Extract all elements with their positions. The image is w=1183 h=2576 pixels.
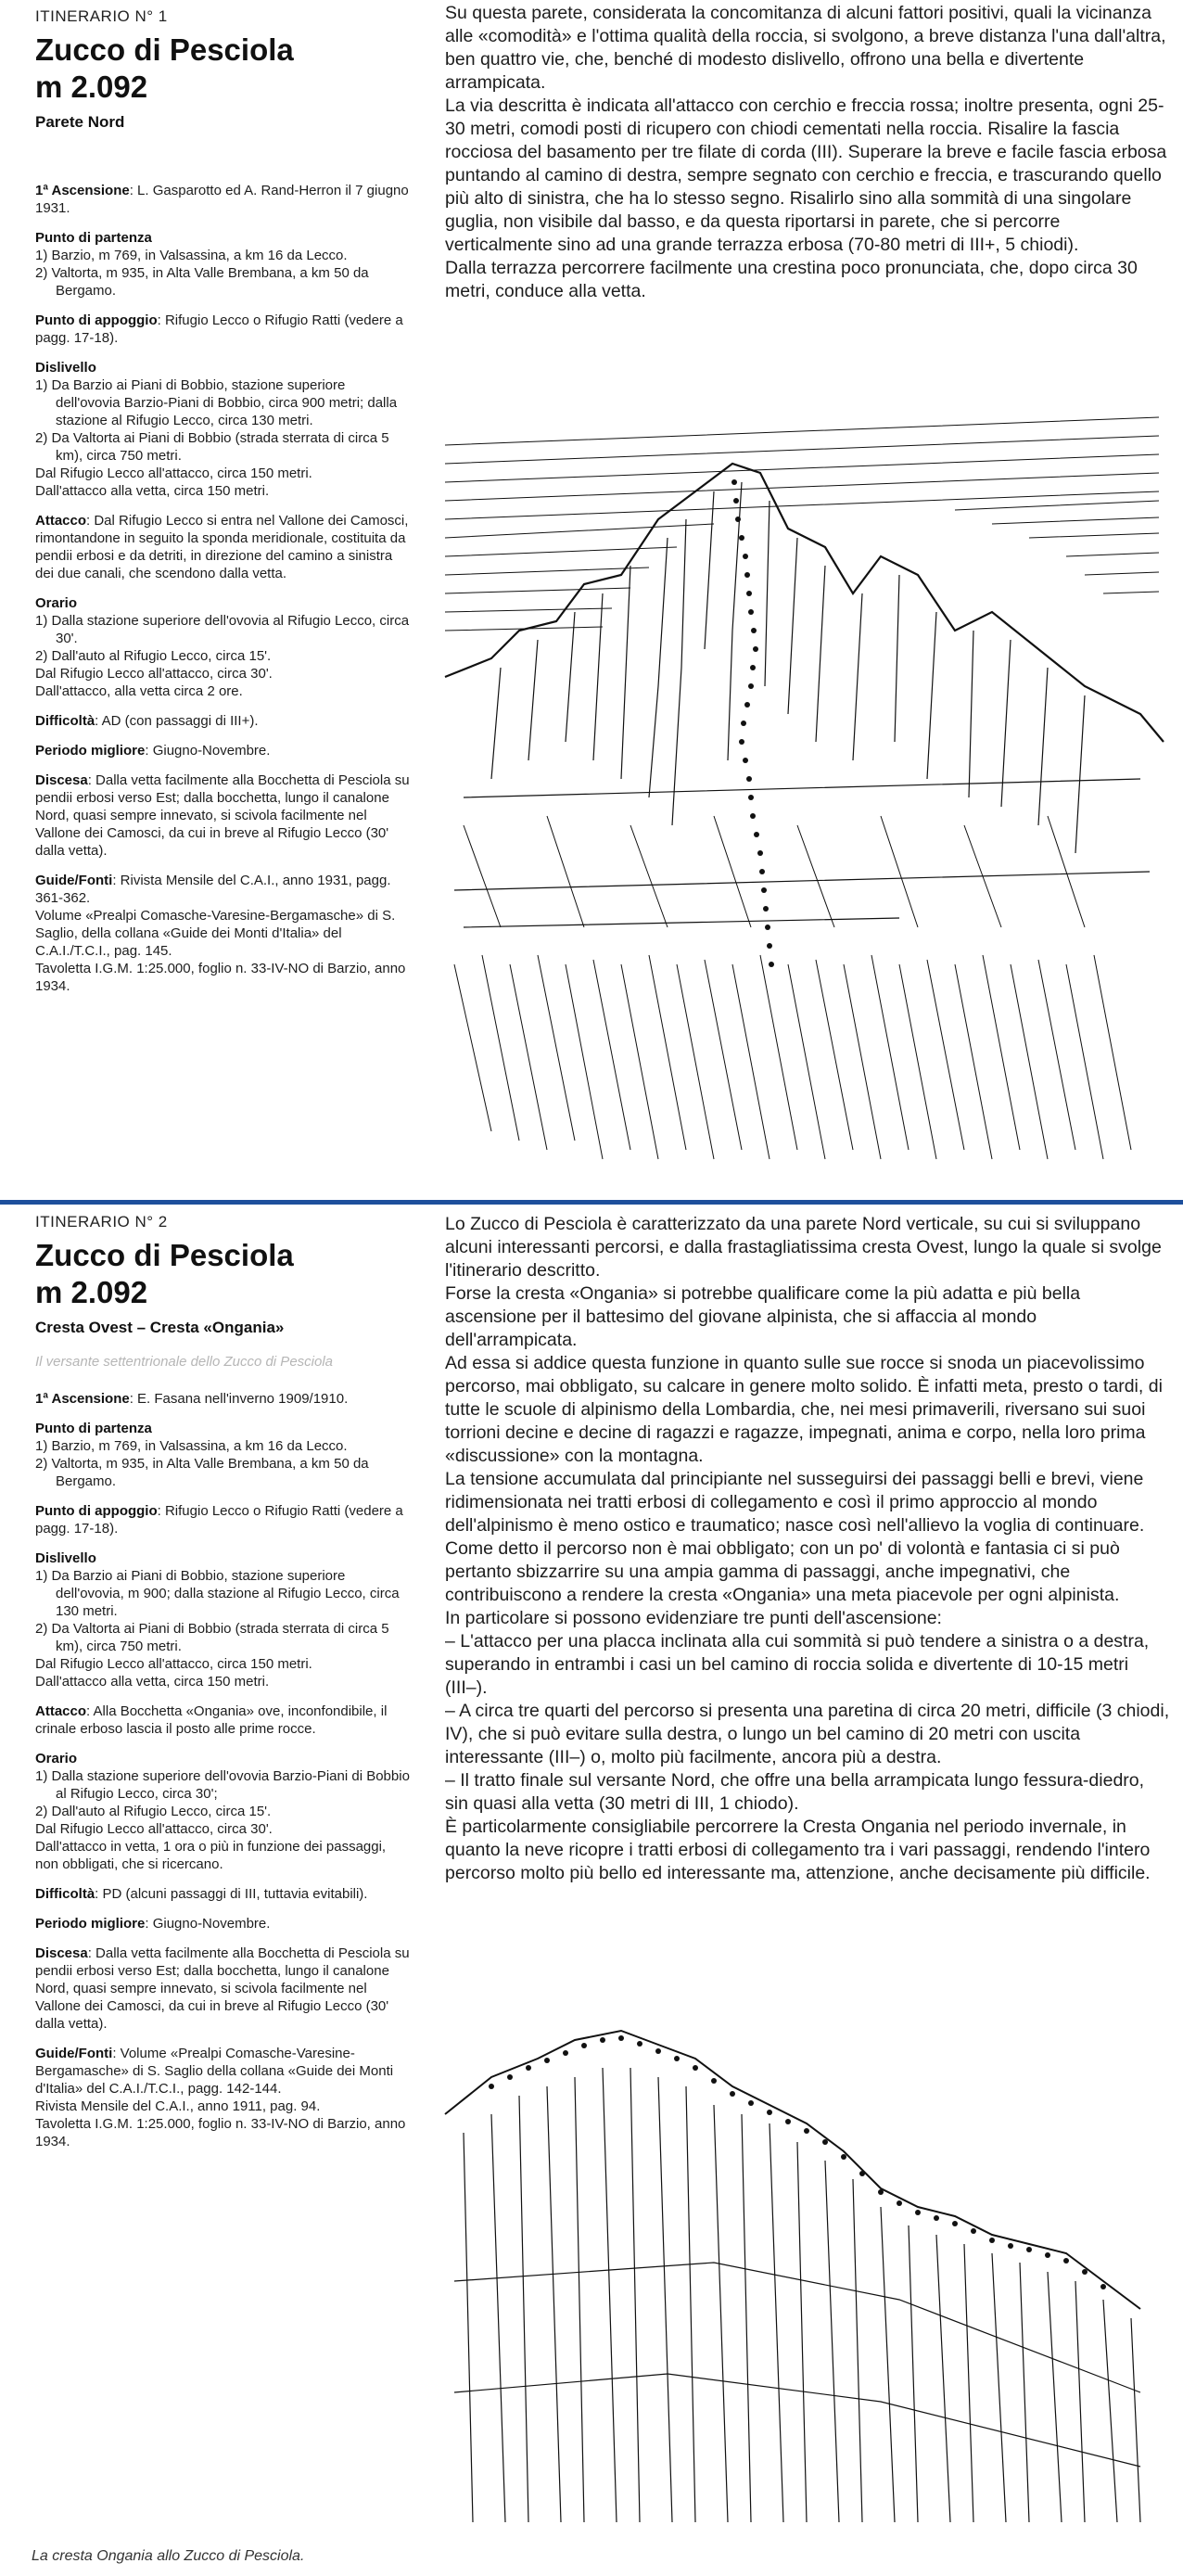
route-subtitle: Cresta Ovest – Cresta «Ongania» xyxy=(35,1319,285,1336)
elevation-item: 2) Da Valtorta ai Piani di Bobbio (strada sterrata di circa 5 km), circa 750 metri. xyxy=(35,430,389,464)
guide-text: : Rivista Mensile del C.A.I., anno 1931, pagg. 361-362. xyxy=(35,873,391,906)
guide-text: : Volume «Prealpi Comasche-Varesine-Bergamasche» di S. Saglio della collana «Guide dei Monti d'Italia» del C.A.I./T.C.I., pagg. 142-144. xyxy=(35,2046,394,2097)
body-paragraph: – L'attacco per una placca inclinata alla cui sommità si può tendere a sinistra o a destra, superando in entrambi i casi un bel camino di roccia solida e divertente di 10-15 metri (III–). xyxy=(445,1631,1150,1698)
approach-section xyxy=(35,512,411,582)
guide-extra: Tavoletta I.G.M. 1:25.000, foglio n. 33-IV-NO di Barzio, anno 1934. xyxy=(35,2116,406,2149)
guide-section xyxy=(35,2045,411,2150)
ridge-texture xyxy=(454,2068,1140,2522)
page-divider xyxy=(0,1200,1183,1205)
page-itinerary-1 xyxy=(0,0,1183,1202)
guide-extra: Volume «Prealpi Comasche-Varesine-Bergamasche» di S. Saglio, della collana «Guide dei Monti d'Italia» del C.A.I./T.C.I., pag. 145. xyxy=(35,908,396,959)
title-name: Zucco di Pesciola xyxy=(35,1238,294,1272)
description-column xyxy=(445,2,1170,303)
ridge-illustration xyxy=(436,2003,1168,2545)
elevation-item: 1) Da Barzio ai Piani di Bobbio, stazione superiore dell'ovovia, m 900; dalla stazione al Rifugio Lecco, circa 130 metri. xyxy=(35,1568,400,1619)
approach-text: : Alla Bocchetta «Ongania» ove, inconfondibile, il crinale erboso lascia il posto alle prime rocce. xyxy=(35,1703,388,1737)
info-column xyxy=(35,7,411,995)
times-item: 2) Dall'auto al Rifugio Lecco, circa 15'. xyxy=(35,1804,272,1819)
start-item: 2) Valtorta, m 935, in Alta Valle Brembana, a km 50 da Bergamo. xyxy=(35,1456,369,1489)
times-label: Orario xyxy=(35,595,78,611)
itinerary-number: ITINERARIO N° 2 xyxy=(35,1213,168,1231)
elevation-extra: Dall'attacco alla vetta, circa 150 metri. xyxy=(35,483,270,499)
descent-text: : Dalla vetta facilmente alla Bocchetta di Pesciola su pendii erbosi verso Est; dalla bocchetta, lungo il canalone Nord, quasi sempre innevato, si scivola facilmente nel Vallone dei Camosci, da cui in breve al Rifugio Lecco (30' dalla vetta). xyxy=(35,1945,410,2032)
start-item: 1) Barzio, m 769, in Valsassina, a km 16 da Lecco. xyxy=(35,1438,348,1454)
body-paragraph: Dalla terrazza percorrere facilmente una crestina poco pronunciata, che, dopo circa 30 metri, conduce alla vetta. xyxy=(445,258,1138,301)
period-section xyxy=(35,742,411,759)
title-altitude: m 2.092 xyxy=(35,70,148,104)
period-text: : Giugno-Novembre. xyxy=(145,1916,271,1932)
body-paragraph: In particolare si possono evidenziare tre punti dell'ascensione: xyxy=(445,1608,942,1628)
body-paragraph: È particolarmente consigliabile percorrere la Cresta Ongania nel periodo invernale, in quanto la neve ricopre i tratti erbosi di collegamento tra i vari passaggi, rendendo l'intero percorso molto più bello ed interessante ma, attenzione, anche decisamente più difficile. xyxy=(445,1817,1151,1883)
page-itinerary-2 xyxy=(0,1205,1183,2576)
period-label: Periodo migliore xyxy=(35,1916,146,1932)
body-paragraph: La via descritta è indicata all'attacco con cerchio e freccia rossa; inoltre presenta, ogni 25-30 metri, comodi posti di ricupero con chiodi cementati nella roccia. Risalire la fascia rocciosa del basamento per tre filate di corda (III). Superare la breve e facile fascia erbosa puntando al camino di destra, sempre segnato con cerchio e freccia, e trascurando quello più alto di sinistra, che ha lo stesso segno. Risalirlo sino alla sommità di una singolare guglia, non visibile dal basso, e da questa riportarsi in parete, che si percorre verticalmente sino ad una grande terrazza erbosa (70-80 metri di III+, 5 chiodi). xyxy=(445,96,1167,255)
first-ascent-label: 1ª Ascensione xyxy=(35,1391,130,1407)
guide-extra: Tavoletta I.G.M. 1:25.000, foglio n. 33-IV-NO di Barzio, anno 1934. xyxy=(35,961,406,994)
difficulty-label: Difficoltà xyxy=(35,713,95,729)
start-section xyxy=(35,1420,411,1490)
descent-label: Discesa xyxy=(35,772,88,788)
approach-label: Attacco xyxy=(35,1703,87,1719)
start-section xyxy=(35,229,411,300)
body-paragraph: Lo Zucco di Pesciola è caratterizzato da una parete Nord verticale, su cui si sviluppano alcuni interessanti percorsi, e dalla frastagliatissima cresta Ovest, lungo la quale si svolge l'itinerario descritto. xyxy=(445,1214,1162,1281)
start-label: Punto di partenza xyxy=(35,230,152,246)
guide-label: Guide/Fonti xyxy=(35,873,113,888)
approach-section xyxy=(35,1702,411,1738)
guide-extra: Rivista Mensile del C.A.I., anno 1911, pag. 94. xyxy=(35,2098,321,2114)
scree-hatching xyxy=(454,816,1131,1159)
elevation-section xyxy=(35,359,411,500)
start-label: Punto di partenza xyxy=(35,1421,152,1436)
support-label: Punto di appoggio xyxy=(35,1503,158,1519)
elevation-label: Dislivello xyxy=(35,1550,96,1566)
sky-hatching xyxy=(445,417,1159,631)
difficulty-label: Difficoltà xyxy=(35,1886,95,1902)
first-ascent-label: 1ª Ascensione xyxy=(35,183,130,198)
description-column xyxy=(445,1213,1170,1885)
elevation-extra: Dall'attacco alla vetta, circa 150 metri. xyxy=(35,1674,270,1690)
elevation-label: Dislivello xyxy=(35,360,96,376)
times-item: 1) Dalla stazione superiore dell'ovovia al Rifugio Lecco, circa 30'. xyxy=(35,613,410,646)
times-item: 2) Dall'auto al Rifugio Lecco, circa 15'. xyxy=(35,648,272,664)
title-altitude: m 2.092 xyxy=(35,1275,148,1309)
elevation-extra: Dal Rifugio Lecco all'attacco, circa 150 metri. xyxy=(35,465,312,481)
times-item: 1) Dalla stazione superiore dell'ovovia Barzio-Piani di Bobbio al Rifugio Lecco, circa 30'; xyxy=(35,1768,410,1802)
guide-section xyxy=(35,872,411,995)
start-item: 2) Valtorta, m 935, in Alta Valle Brembana, a km 50 da Bergamo. xyxy=(35,265,369,299)
north-face-illustration xyxy=(436,408,1168,1196)
first-ascent-section xyxy=(35,1390,411,1408)
approach-text: : Dal Rifugio Lecco si entra nel Vallone dei Camosci, rimontandone in seguito la sponda meridionale, costituita da pendii erbosi e da detriti, in direzione del camino a sinistra dei due canali, che scendono dalla vetta. xyxy=(35,513,409,581)
guide-label: Guide/Fonti xyxy=(35,2046,113,2061)
page-title xyxy=(35,1237,411,1311)
elevation-item: 2) Da Valtorta ai Piani di Bobbio (strada sterrata di circa 5 km), circa 750 metri. xyxy=(35,1621,389,1654)
support-text: : Rifugio Lecco o Rifugio Ratti (vedere a pagg. 17-18). xyxy=(35,312,403,346)
body-paragraph: – Il tratto finale sul versante Nord, che offre una bella arrampicata lungo fessura-diedro, sin quasi alla vetta (30 metri di III, 1 chiodo). xyxy=(445,1770,1145,1814)
body-paragraph: Ad essa si addice questa funzione in quanto sulle sue rocce si snoda un piacevolissimo percorso, mai obbligato, su calcare in genere molto solido. È infatti meta, presto o tardi, di tutte le scuole di alpinismo della Lombardia, che, nei mesi primaverili, riversano sui suoi torrioni decine e decine di ragazzi e ragazze, impegnati, anima e corpo, nella loro prima «discussione» con la montagna. xyxy=(445,1353,1163,1466)
support-section xyxy=(35,1502,411,1537)
difficulty-section xyxy=(35,1885,411,1903)
itinerary-number: ITINERARIO N° 1 xyxy=(35,7,168,25)
elevation-item: 1) Da Barzio ai Piani di Bobbio, stazione superiore dell'ovovia Barzio-Piani di Bobbio, circa 900 metri; dalla stazione al Rifugio Lecco, circa 130 metri. xyxy=(35,377,398,428)
support-text: : Rifugio Lecco o Rifugio Ratti (vedere a pagg. 17-18). xyxy=(35,1503,403,1537)
body-paragraph: Su questa parete, considerata la concomitanza di alcuni fattori positivi, quali la vicinanza alle «comodità» e l'ottima qualità della roccia, si svolgono, a breve distanza l'una dall'altra, ben quattro vie, che, benché di modesto dislivello, offrono una bella e divertente arrampicata. xyxy=(445,3,1166,93)
body-paragraph: – A circa tre quarti del percorso si presenta una paretina di circa 20 metri, difficile (3 chiodi, IV), che si può evitare sulla destra, o lungo un bel camino di 20 metri con uscita interessante (III–) o, molto più facilmente, ancora più a destra. xyxy=(445,1701,1170,1767)
faded-heading: Il versante settentrionale dello Zucco di Pesciola xyxy=(35,1354,334,1370)
support-section xyxy=(35,312,411,347)
descent-label: Discesa xyxy=(35,1945,88,1961)
start-item: 1) Barzio, m 769, in Valsassina, a km 16 da Lecco. xyxy=(35,248,348,263)
first-ascent-section xyxy=(35,182,411,217)
approach-label: Attacco xyxy=(35,513,87,529)
period-section xyxy=(35,1915,411,1932)
illustration-caption: La cresta Ongania allo Zucco di Pesciola. xyxy=(32,2548,305,2564)
descent-text: : Dalla vetta facilmente alla Bocchetta di Pesciola su pendii erbosi verso Est; dalla bocchetta, lungo il canalone Nord, quasi sempre innevato, si scivola facilmente nel Vallone dei Camosci, da cui in breve al Rifugio Lecco (30' dalla vetta). xyxy=(35,772,410,859)
elevation-extra: Dal Rifugio Lecco all'attacco, circa 150 metri. xyxy=(35,1656,312,1672)
times-section xyxy=(35,1750,411,1873)
times-section xyxy=(35,594,411,700)
period-label: Periodo migliore xyxy=(35,743,146,759)
descent-section xyxy=(35,772,411,860)
period-text: : Giugno-Novembre. xyxy=(145,743,271,759)
times-extra: Dall'attacco, alla vetta circa 2 ore. xyxy=(35,683,243,699)
difficulty-text: : PD (alcuni passaggi di III, tuttavia evitabili). xyxy=(95,1886,368,1902)
difficulty-text: : AD (con passaggi di III+). xyxy=(95,713,259,729)
elevation-section xyxy=(35,1549,411,1690)
body-paragraph: Come detto il percorso non è mai obbligato; con un po' di volontà e fantasia ci si può pertanto sbizzarrire su una ampia gamma di passaggi, anche impegnativi, che contribuiscono a rendere la cresta «Ongania» una meta piacevole per ogni alpinista. xyxy=(445,1538,1120,1605)
times-extra: Dal Rifugio Lecco all'attacco, circa 30'. xyxy=(35,1821,273,1837)
times-extra: Dall'attacco in vetta, 1 ora o più in funzione dei passaggi, non obbligati, che si ricercano. xyxy=(35,1839,387,1872)
route-subtitle: Parete Nord xyxy=(35,113,125,131)
first-ascent-text: : E. Fasana nell'inverno 1909/1910. xyxy=(129,1391,349,1407)
support-label: Punto di appoggio xyxy=(35,312,158,328)
times-label: Orario xyxy=(35,1751,78,1766)
difficulty-section xyxy=(35,712,411,730)
page-title xyxy=(35,32,411,106)
title-name: Zucco di Pesciola xyxy=(35,32,294,67)
info-column xyxy=(35,1213,411,2150)
descent-section xyxy=(35,1945,411,2033)
first-ascent-text: : L. Gasparotto ed A. Rand-Herron il 7 giugno 1931. xyxy=(35,183,409,216)
body-paragraph: Forse la cresta «Ongania» si potrebbe qualificare come la più adatta e più bella ascensione per il battesimo del giovane alpinista, che si affaccia al mondo dell'arrampicata. xyxy=(445,1283,1081,1350)
rock-texture xyxy=(454,482,1150,927)
body-paragraph: La tensione accumulata dal principiante nel susseguirsi dei passaggi belli e brevi, viene ridimensionata nei tratti erbosi di collegamento e così il primo approccio al mondo dell'alpinismo è meno ostico e traumatico; nasce così nell'allievo la voglia di continuare. xyxy=(445,1469,1145,1536)
times-extra: Dal Rifugio Lecco all'attacco, circa 30'. xyxy=(35,666,273,682)
